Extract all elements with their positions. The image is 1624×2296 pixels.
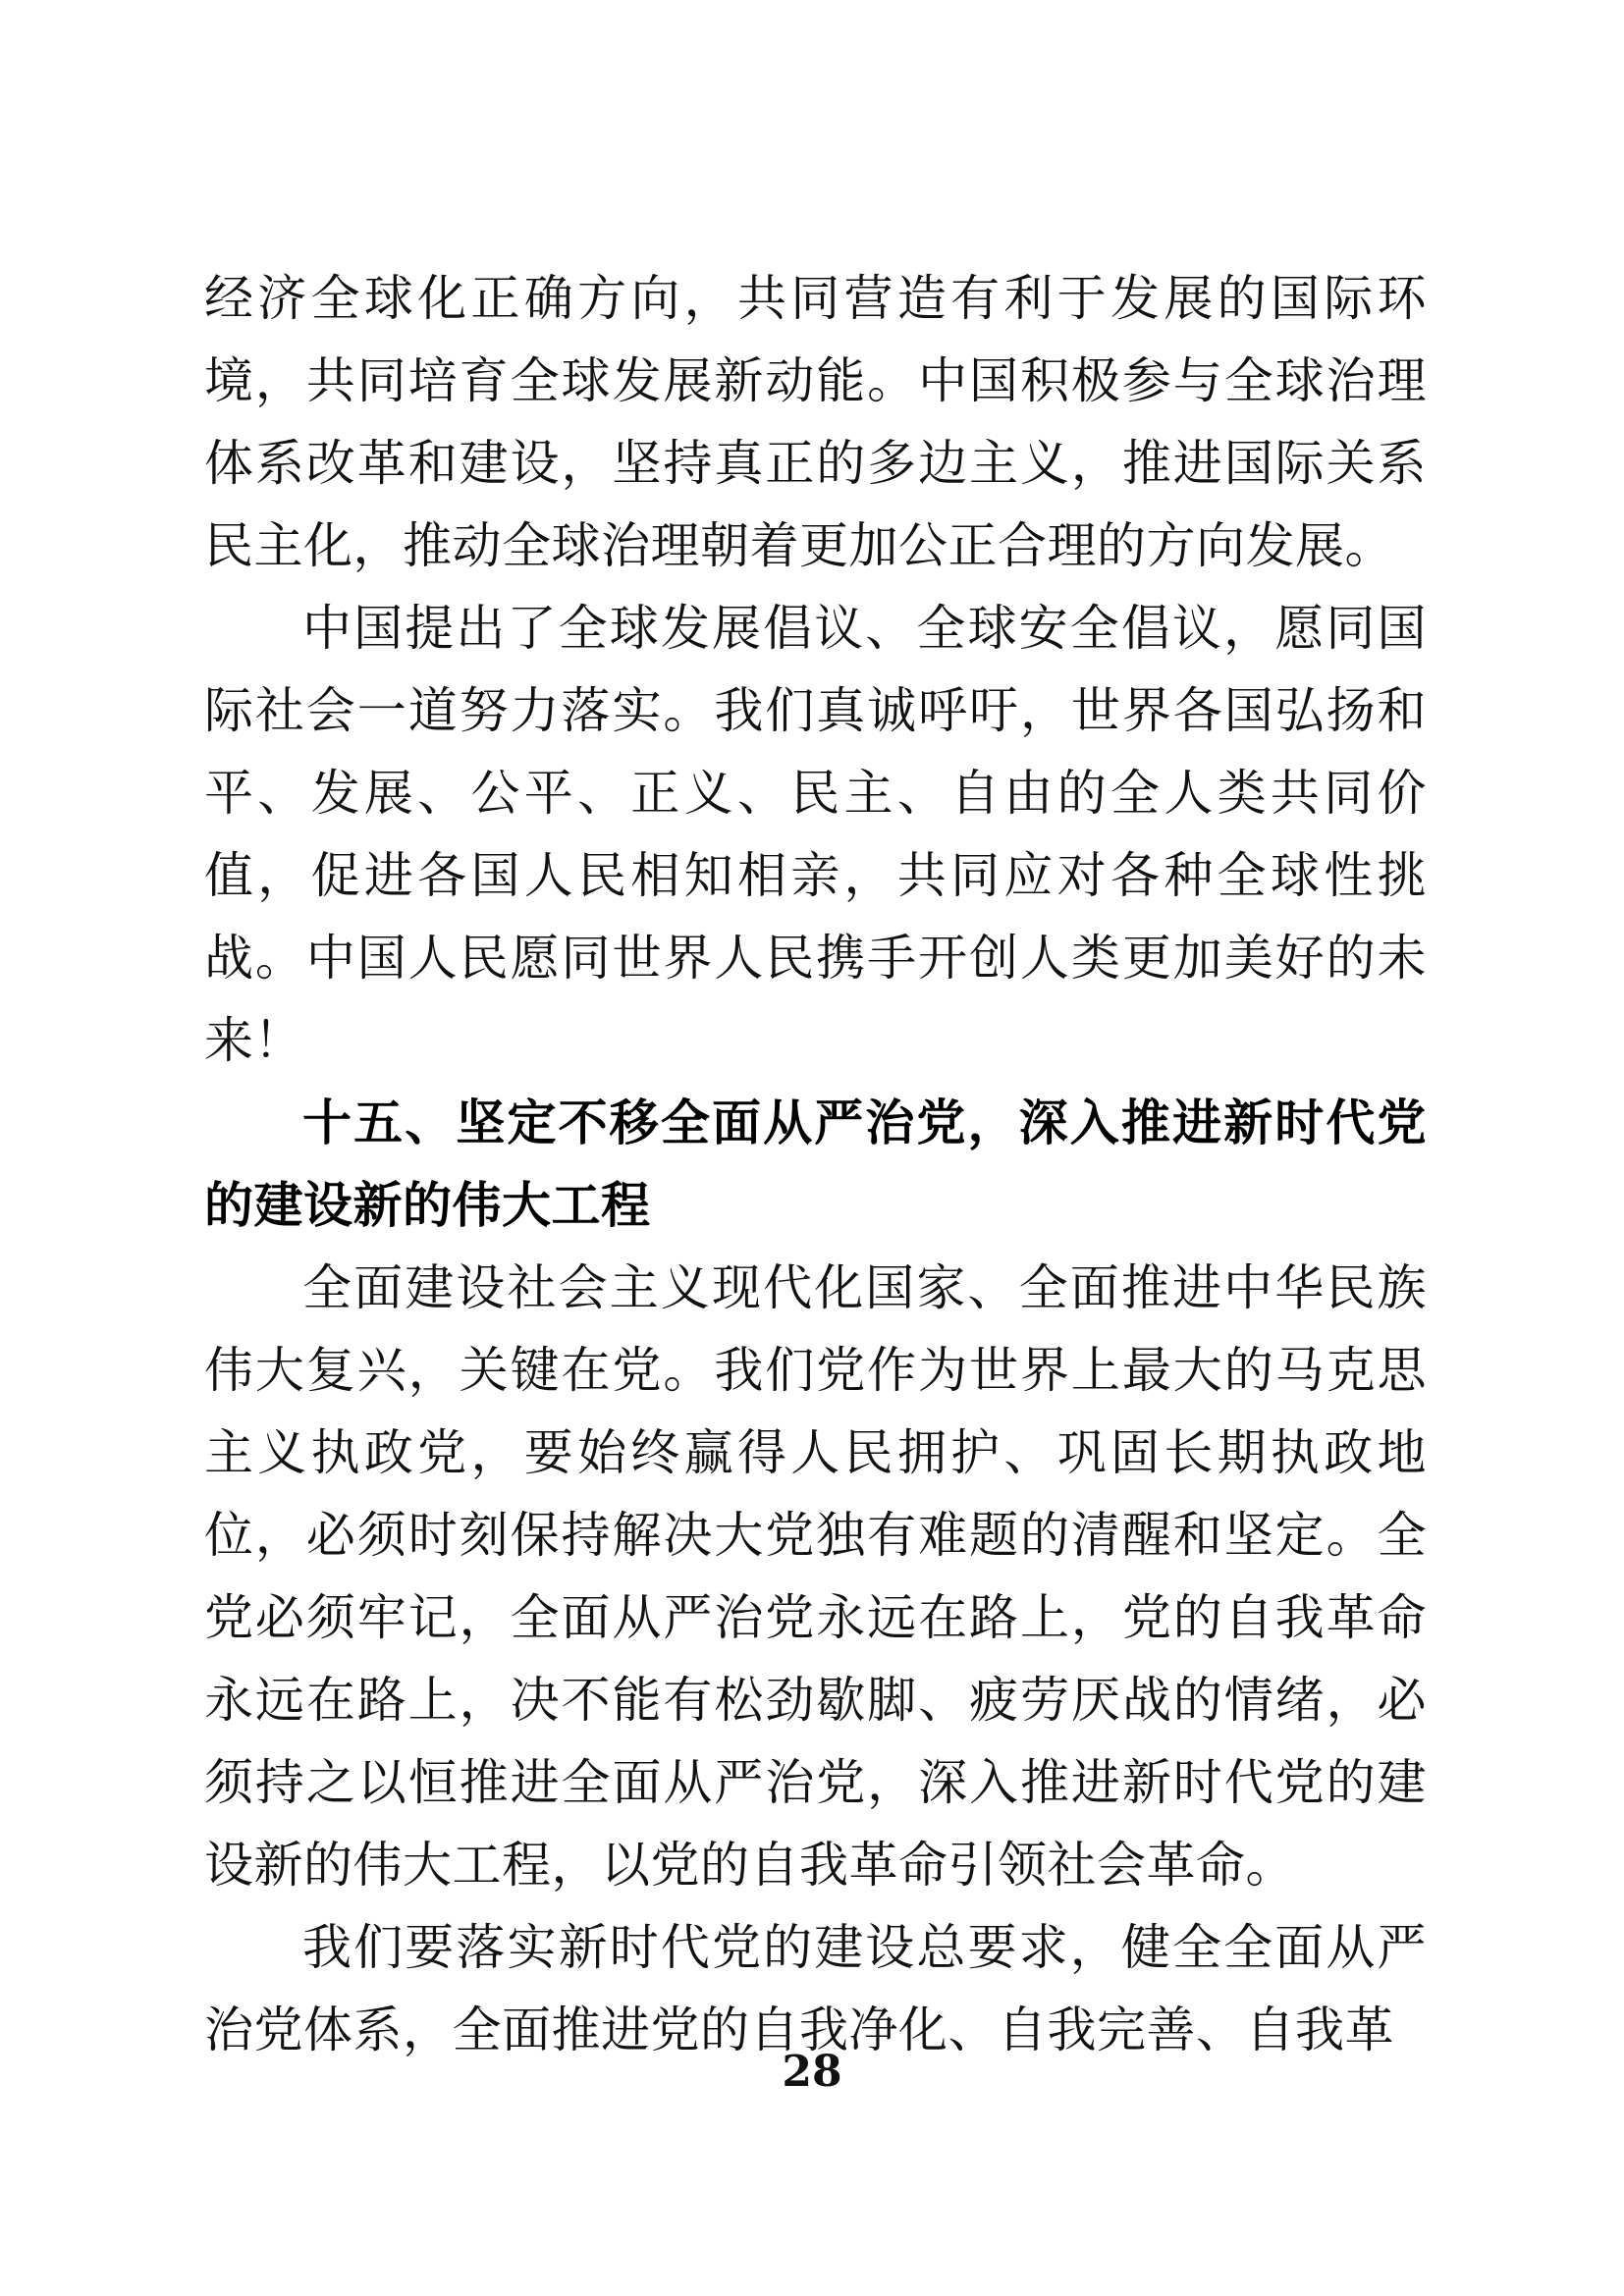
page-body	[204, 257, 1427, 2071]
page-number: 28	[782, 2047, 842, 2097]
section-heading: 十五、坚定不移全面从严治党，深入推进新时代党的建设新的伟大工程	[204, 1094, 1427, 1234]
body-paragraph: 全面建设社会主义现代化国家、全面推进中华民族伟大复兴，关键在党。我们党作为世界上最大的马克思主义执政党，要始终赢得人民拥护、巩固长期执政地位，必须时刻保持解决大党独有难题的清醒和坚定。全党必须牢记，全面从严治党永远在路上，党的自我革命永远在路上，决不能有松劲歇脚、疲劳厌战的情绪，必须持之以恒推进全面从严治党，深入推进新时代党的建设新的伟大工程，以党的自我革命引领社会革命。	[204, 1259, 1427, 1894]
body-paragraph: 中国提出了全球发展倡议、全球安全倡议，愿同国际社会一道努力落实。我们真诚呼吁，世界各国弘扬和平、发展、公平、正义、民主、自由的全人类共同价值，促进各国人民相知相亲，共同应对各种全球性挑战。中国人民愿同世界人民携手开创人类更加美好的未来！	[204, 600, 1427, 1069]
body-paragraph: 经济全球化正确方向，共同营造有利于发展的国际环境，共同培育全球发展新动能。中国积极参与全球治理体系改革和建设，坚持真正的多边主义，推进国际关系民主化，推动全球治理朝着更加公正合理的方向发展。	[204, 270, 1427, 574]
body-paragraph: 我们要落实新时代党的建设总要求，健全全面从严治党体系，全面推进党的自我净化、自我完善、自我革	[204, 1919, 1427, 2058]
